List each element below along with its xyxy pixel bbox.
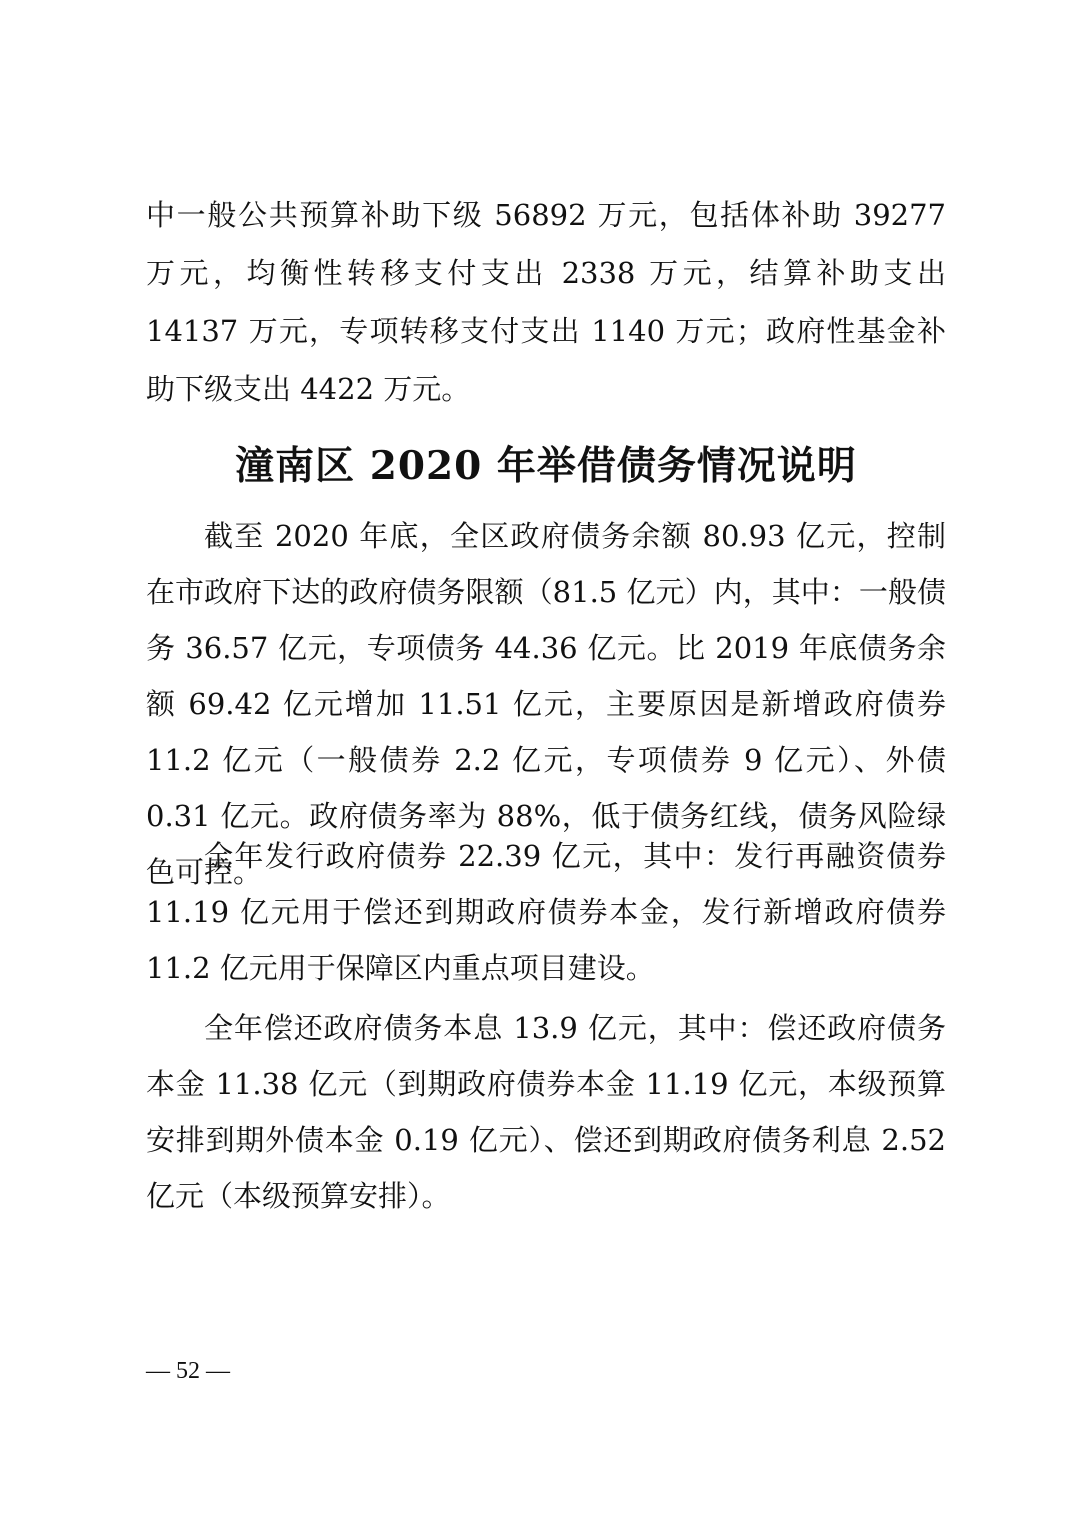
continuation-paragraph: 中一般公共预算补助下级 56892 万元，包括体补助 39277 万元，均衡性转移支付支出 2338 万元，结算补助支出 14137 万元，专项转移支付支出 1140 万元；政府性基金补助下级支出 4422 万元。	[146, 198, 946, 406]
debt-repayment-paragraph: 全年偿还政府债务本息 13.9 亿元，其中：偿还政府债务本金 11.38 亿元（到期政府债券本金 11.19 亿元，本级预算安排到期外债本金 0.19 亿元）、偿还到期政府债务利息 2.52 亿元（本级预算安排）。	[146, 1011, 946, 1213]
debt-balance-paragraph: 截至 2020 年底，全区政府债务余额 80.93 亿元，控制在市政府下达的政府债务限额（81.5 亿元）内，其中：一般债务 36.57 亿元，专项债务 44.36 亿元。比 2019 年底债务余额 69.42 亿元增加 11.51 亿元，主要原因是新增政府债券 11.2 亿元（一般债券 2.2 亿元，专项债券 9 亿元）、外债 0.31 亿元。政府债务率为 88%，低于债务红线，债务风险绿色可控。	[146, 519, 946, 889]
section-title: 潼南区 2020 年举借债务情况说明	[235, 443, 857, 489]
bond-issuance-paragraph: 全年发行政府债券 22.39 亿元，其中：发行再融资债券 11.19 亿元用于偿还到期政府债券本金，发行新增政府债券 11.2 亿元用于保障区内重点项目建设。	[146, 839, 946, 985]
page-number: — 52 —	[146, 1358, 230, 1384]
